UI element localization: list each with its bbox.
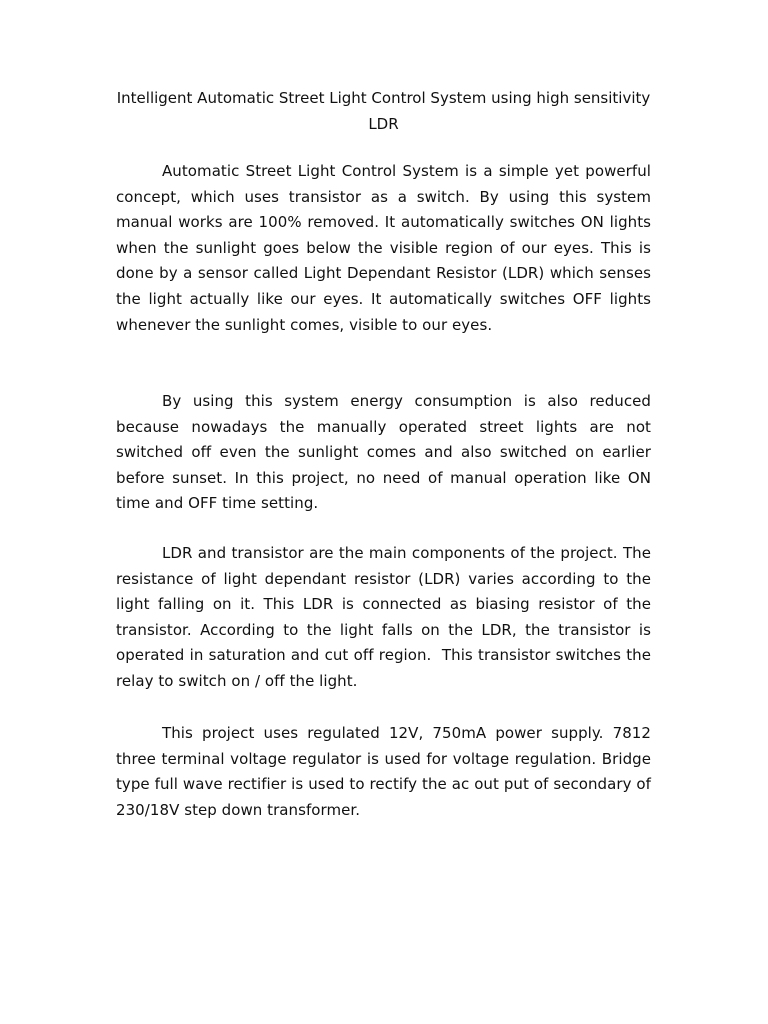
- document-title: Intelligent Automatic Street Light Control System using high sensitivity LDR: [116, 89, 651, 133]
- paragraph-3: LDR and transistor are the main components of the project. The resistance of light dependant resistor (LDR) varies according to the light falling on it. This LDR is connected as biasing resistor of the transistor. According to the light falls on the LDR, the transistor is operated in saturation and cut off region. This transistor switches the relay to switch on / off the light.: [116, 544, 656, 690]
- paragraph-1: Automatic Street Light Control System is a simple yet powerful concept, which uses transistor as a switch. By using this system manual works are 100% removed. It automatically switches ON lights when the sunlight goes below the visible region of our eyes. This is done by a sensor called Light Dependant Resistor (LDR) which senses the light actually like our eyes. It automatically switches OFF lights whenever the sunlight comes, visible to our eyes.: [116, 162, 656, 334]
- paragraph-4: This project uses regulated 12V, 750mA power supply. 7812 three terminal voltage regulator is used for voltage regulation. Bridge type full wave rectifier is used to rectify the ac out put of secondary of 230/18V step down transformer.: [116, 724, 656, 819]
- paragraph-2: By using this system energy consumption is also reduced because nowadays the manually operated street lights are not switched off even the sunlight comes and also switched on earlier before sunset. In this project, no need of manual operation like ON time and OFF time setting.: [116, 392, 656, 513]
